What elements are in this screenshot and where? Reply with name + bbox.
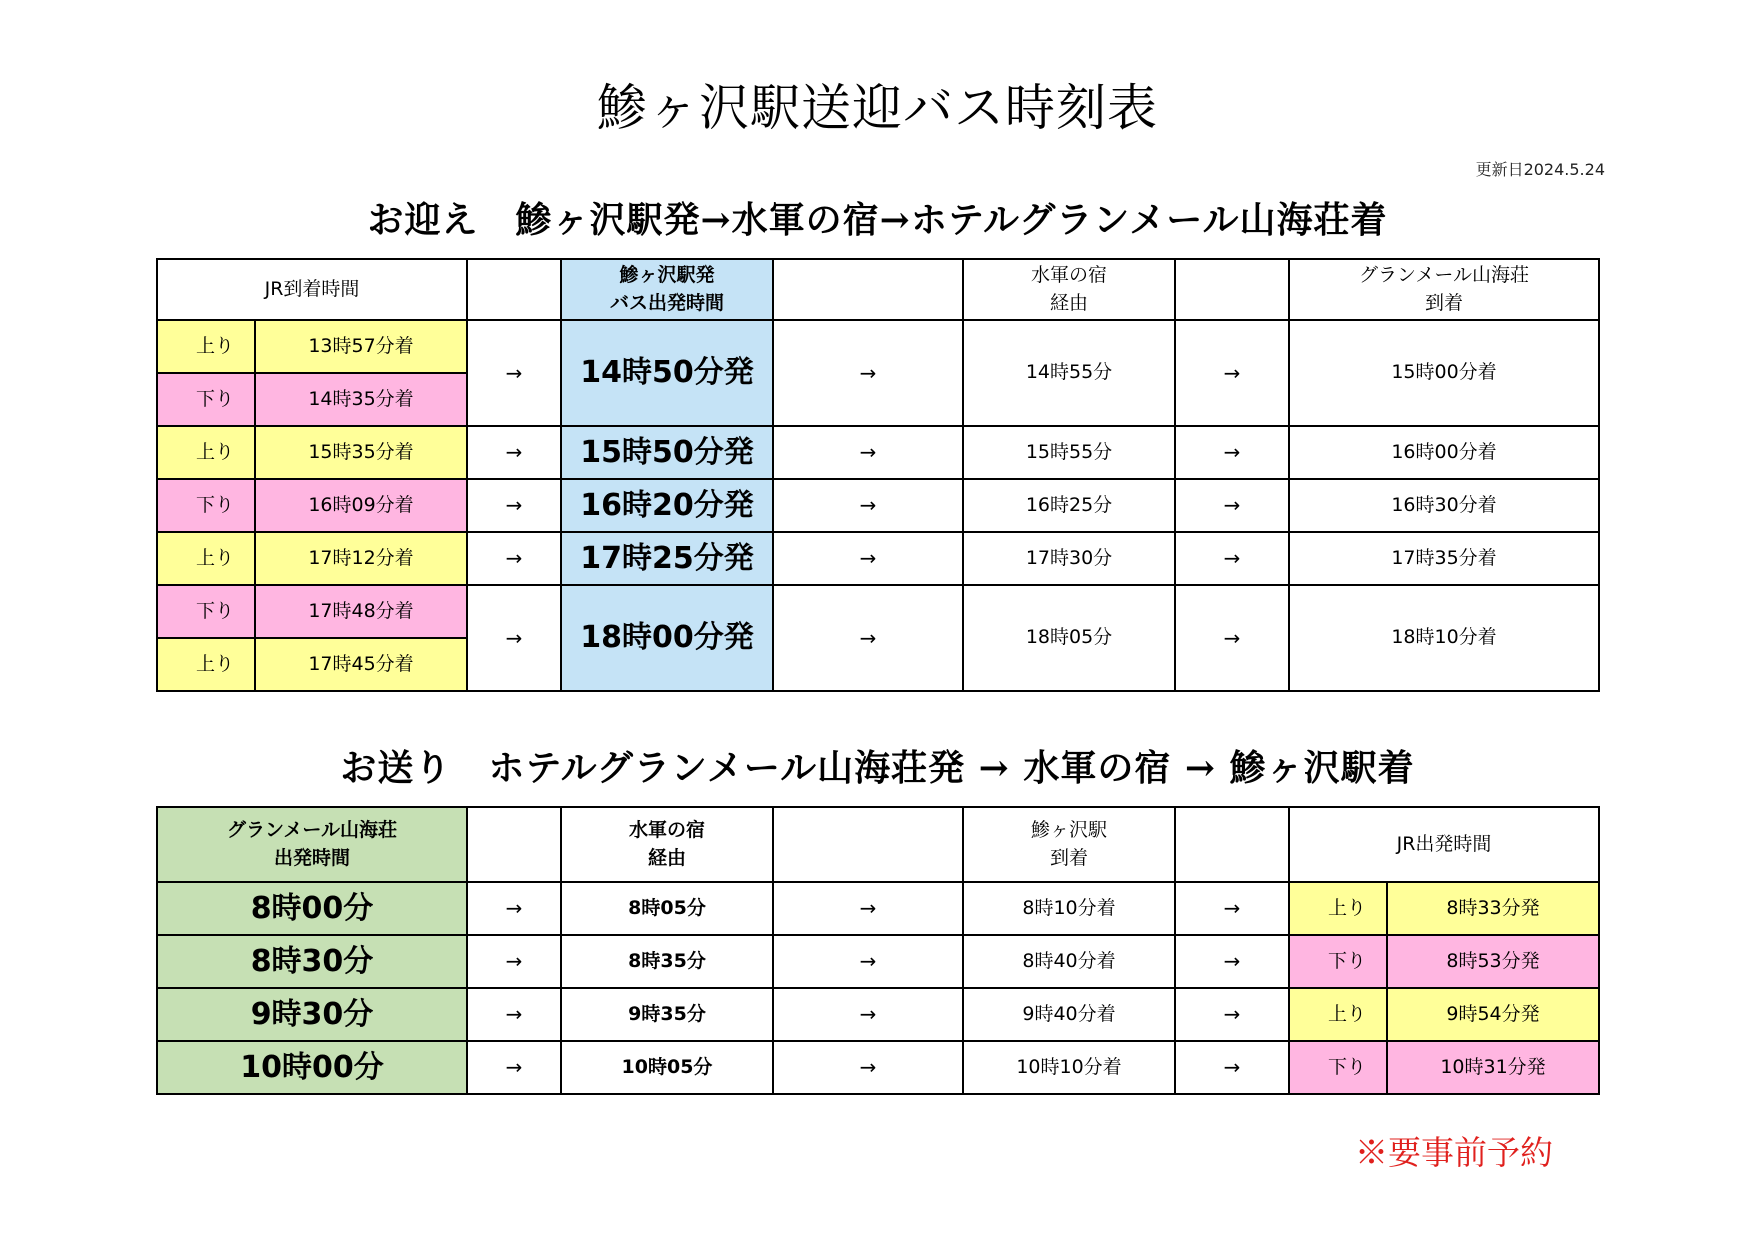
jr-depart-time: 8時33分発: [1387, 882, 1599, 935]
bus-depart-time: 18時00分発: [561, 585, 773, 691]
jr-depart-time: 10時31分発: [1387, 1041, 1599, 1094]
suigun-time: 8時35分: [561, 935, 773, 988]
arrow: →: [773, 479, 963, 532]
arrow: →: [773, 1041, 963, 1094]
station-arrival-time: 8時40分着: [963, 935, 1175, 988]
header-suigun: 水軍の宿 経由: [561, 807, 773, 882]
train-direction: 上り: [1289, 988, 1387, 1041]
bus-depart-time: 14時50分発: [561, 320, 773, 426]
arrow: →: [773, 935, 963, 988]
dropoff-timetable: [156, 806, 1600, 1095]
station-arrival-time: 8時10分着: [963, 882, 1175, 935]
arrow: →: [773, 882, 963, 935]
header-hotel-arrival: グランメール山海荘 到着: [1289, 259, 1599, 320]
table-row: [157, 532, 1599, 585]
pickup-heading: お迎え 鯵ヶ沢駅発→水軍の宿→ホテルグランメール山海荘着: [367, 199, 1388, 241]
table-row: [157, 882, 1599, 935]
arrow: →: [773, 426, 963, 479]
arrow: →: [467, 320, 561, 426]
arrow: →: [467, 479, 561, 532]
arrow: →: [1175, 426, 1289, 479]
dropoff-header-row: [157, 807, 1599, 882]
arrow: →: [467, 882, 561, 935]
arrow: →: [467, 935, 561, 988]
arrow: →: [1175, 988, 1289, 1041]
hotel-depart-time: 10時00分: [157, 1041, 467, 1094]
train-time: 15時35分着: [255, 426, 467, 479]
train-direction: 下り: [157, 479, 255, 532]
train-direction: 下り: [1289, 1041, 1387, 1094]
train-direction: 上り: [157, 320, 255, 373]
arrow: →: [1175, 479, 1289, 532]
train-direction: 上り: [1289, 882, 1387, 935]
suigun-time: 8時05分: [561, 882, 773, 935]
dropoff-heading: お送り ホテルグランメール山海荘発 → 水軍の宿 → 鯵ヶ沢駅着: [340, 747, 1415, 789]
hotel-arrival-time: 18時10分着: [1289, 585, 1599, 691]
table-row: [157, 935, 1599, 988]
train-direction: 下り: [157, 585, 255, 638]
train-direction: 下り: [1289, 935, 1387, 988]
header-jr-arrival: JR到着時間: [157, 259, 467, 320]
table-row: [157, 1041, 1599, 1094]
table-row: [157, 585, 1599, 638]
hotel-depart-time: 9時30分: [157, 988, 467, 1041]
header-hotel-depart: グランメール山海荘 出発時間: [157, 807, 467, 882]
train-direction: 上り: [157, 426, 255, 479]
suigun-time: 14時55分: [963, 320, 1175, 426]
table-row: [157, 426, 1599, 479]
station-arrival-time: 10時10分着: [963, 1041, 1175, 1094]
suigun-time: 9時35分: [561, 988, 773, 1041]
arrow: →: [773, 988, 963, 1041]
hotel-depart-time: 8時00分: [157, 882, 467, 935]
arrow: →: [467, 532, 561, 585]
arrow: →: [467, 426, 561, 479]
jr-depart-time: 8時53分発: [1387, 935, 1599, 988]
table-row: [157, 988, 1599, 1041]
page-title: 鯵ヶ沢駅送迎バス時刻表: [597, 79, 1158, 137]
arrow: →: [773, 320, 963, 426]
arrow: →: [1175, 935, 1289, 988]
hotel-arrival-time: 16時30分着: [1289, 479, 1599, 532]
pickup-timetable: [156, 258, 1600, 692]
arrow: →: [773, 585, 963, 691]
hotel-arrival-time: 17時35分着: [1289, 532, 1599, 585]
train-time: 13時57分着: [255, 320, 467, 373]
train-direction: 上り: [157, 638, 255, 691]
train-direction: 下り: [157, 373, 255, 426]
train-time: 14時35分着: [255, 373, 467, 426]
hotel-arrival-time: 16時00分着: [1289, 426, 1599, 479]
bus-depart-time: 17時25分発: [561, 532, 773, 585]
arrow: →: [1175, 1041, 1289, 1094]
bus-depart-time: 15時50分発: [561, 426, 773, 479]
arrow: →: [1175, 882, 1289, 935]
arrow: →: [1175, 320, 1289, 426]
header-bus-depart: 鯵ヶ沢駅発 バス出発時間: [561, 259, 773, 320]
train-time: 17時45分着: [255, 638, 467, 691]
station-arrival-time: 9時40分着: [963, 988, 1175, 1041]
suigun-time: 18時05分: [963, 585, 1175, 691]
hotel-depart-time: 8時30分: [157, 935, 467, 988]
jr-depart-time: 9時54分発: [1387, 988, 1599, 1041]
suigun-time: 15時55分: [963, 426, 1175, 479]
pickup-header-row: [157, 259, 1599, 320]
header-jr-depart: JR出発時間: [1289, 807, 1599, 882]
arrow: →: [773, 532, 963, 585]
header-station-arrival: 鯵ヶ沢駅 到着: [963, 807, 1175, 882]
suigun-time: 10時05分: [561, 1041, 773, 1094]
suigun-time: 16時25分: [963, 479, 1175, 532]
table-row: [157, 320, 1599, 373]
arrow: →: [467, 585, 561, 691]
reservation-note: ※要事前予約: [1355, 1133, 1553, 1172]
train-time: 16時09分着: [255, 479, 467, 532]
train-time: 17時12分着: [255, 532, 467, 585]
header-suigun: 水軍の宿 経由: [963, 259, 1175, 320]
arrow: →: [467, 988, 561, 1041]
table-row: [157, 479, 1599, 532]
updated-date: 更新日2024.5.24: [1475, 160, 1605, 179]
arrow: →: [467, 1041, 561, 1094]
train-direction: 上り: [157, 532, 255, 585]
hotel-arrival-time: 15時00分着: [1289, 320, 1599, 426]
arrow: →: [1175, 585, 1289, 691]
train-time: 17時48分着: [255, 585, 467, 638]
suigun-time: 17時30分: [963, 532, 1175, 585]
arrow: →: [1175, 532, 1289, 585]
bus-depart-time: 16時20分発: [561, 479, 773, 532]
